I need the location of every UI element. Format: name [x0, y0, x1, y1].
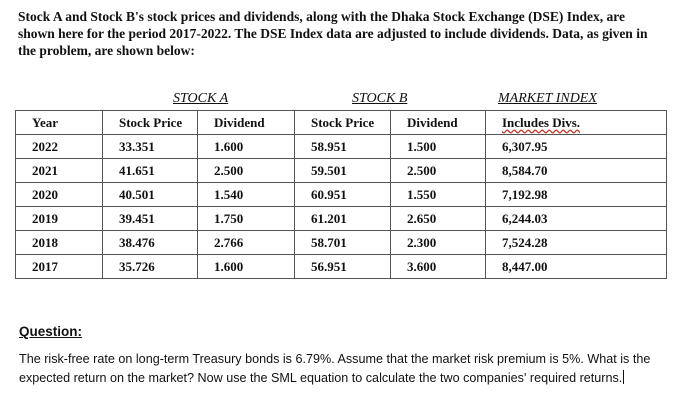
header-stock-b-dividend: Dividend: [391, 111, 486, 135]
cell-stock-b-price: 58.951: [295, 135, 391, 159]
cell-market-index: 7,524.28: [486, 231, 667, 255]
table-row: [16, 231, 667, 255]
table-row: [16, 135, 667, 159]
header-market-index: [486, 111, 667, 135]
stock-data-table-container: [15, 90, 666, 279]
cell-stock-a-price: 40.501: [103, 183, 198, 207]
table-group-labels: [15, 90, 666, 110]
cell-year: 2021: [16, 159, 103, 183]
cell-stock-a-dividend: 1.600: [198, 255, 295, 279]
cell-stock-a-price: 33.351: [103, 135, 198, 159]
cell-stock-a-dividend: 1.540: [198, 183, 295, 207]
cell-stock-b-dividend: 3.600: [391, 255, 486, 279]
cell-market-index: 6,307.95: [486, 135, 667, 159]
cell-stock-a-dividend: 2.766: [198, 231, 295, 255]
stock-data-table: [15, 110, 667, 279]
table-row: [16, 159, 667, 183]
cell-year: 2018: [16, 231, 103, 255]
table-header-row: [16, 111, 667, 135]
table-row: [16, 207, 667, 231]
cell-market-index: 8,447.00: [486, 255, 667, 279]
problem-intro: Stock A and Stock B's stock prices and dividends, along with the Dhaka Stock Exchange (DSE) Index, are shown here for the period 2017-2022. The DSE Index data are adjusted to include dividends. Data, as given in the problem, are shown below:: [18, 9, 648, 58]
cell-year: 2020: [16, 183, 103, 207]
cell-stock-b-price: 56.951: [295, 255, 391, 279]
cell-stock-a-dividend: 1.600: [198, 135, 295, 159]
question-text: The risk-free rate on long-term Treasury bonds is 6.79%. Assume that the market risk premium is 5%. What is the expected return on the market? Now use the SML equation to calculate the two companies' required returns.: [19, 352, 651, 385]
group-label-stock-b: STOCK B: [352, 91, 408, 106]
cell-year: 2022: [16, 135, 103, 159]
cell-stock-b-dividend: 2.650: [391, 207, 486, 231]
header-stock-b-price: Stock Price: [295, 111, 391, 135]
cell-stock-a-price: 39.451: [103, 207, 198, 231]
table-row: [16, 183, 667, 207]
header-year: Year: [16, 111, 103, 135]
cell-stock-a-price: 35.726: [103, 255, 198, 279]
group-label-stock-a: STOCK A: [173, 91, 229, 106]
cell-stock-b-price: 61.201: [295, 207, 391, 231]
cell-stock-b-price: 60.951: [295, 183, 391, 207]
cell-stock-a-dividend: 1.750: [198, 207, 295, 231]
cell-stock-b-dividend: 2.500: [391, 159, 486, 183]
cell-stock-a-dividend: 2.500: [198, 159, 295, 183]
header-stock-a-price: Stock Price: [103, 111, 198, 135]
cell-stock-b-price: 58.701: [295, 231, 391, 255]
header-stock-a-dividend: Dividend: [198, 111, 295, 135]
cell-stock-a-price: 38.476: [103, 231, 198, 255]
text-cursor: [623, 370, 624, 384]
question-heading: Question:: [19, 324, 82, 339]
table-row: [16, 255, 667, 279]
cell-year: 2019: [16, 207, 103, 231]
cell-stock-b-dividend: 1.500: [391, 135, 486, 159]
cell-market-index: 8,584.70: [486, 159, 667, 183]
cell-stock-b-dividend: 2.300: [391, 231, 486, 255]
cell-stock-a-price: 41.651: [103, 159, 198, 183]
cell-market-index: 6,244.03: [486, 207, 667, 231]
group-label-market-index: MARKET INDEX: [498, 91, 597, 106]
cell-year: 2017: [16, 255, 103, 279]
header-market-index-label: Includes Divs.: [502, 114, 581, 130]
cell-stock-b-dividend: 1.550: [391, 183, 486, 207]
question-body[interactable]: [19, 350, 669, 388]
cell-stock-b-price: 59.501: [295, 159, 391, 183]
cell-market-index: 7,192.98: [486, 183, 667, 207]
